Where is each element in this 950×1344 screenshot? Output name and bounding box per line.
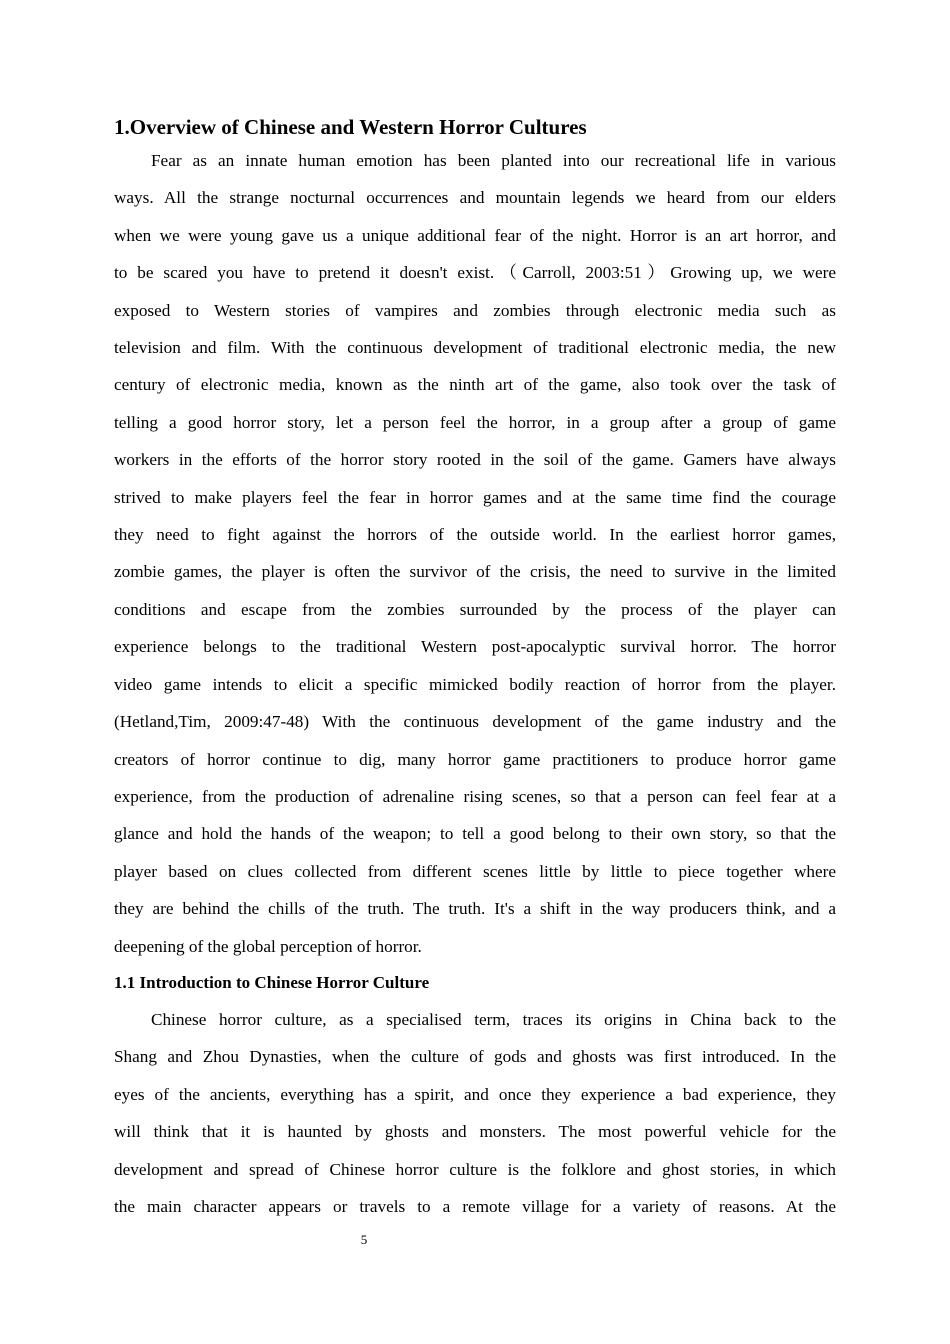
paragraph-line: experience, from the production of adrenaline rising scenes, so that a person can feel fear at a <box>114 786 836 806</box>
paragraph-line: when we were young gave us a unique additional fear of the night. Horror is an art horror, and <box>114 225 836 245</box>
paragraph-line: they need to fight against the horrors of the outside world. In the earliest horror games, <box>114 525 836 545</box>
paragraph-line: eyes of the ancients, everything has a spirit, and once they experience a bad experience, they <box>114 1084 836 1104</box>
paragraph-line: television and film. With the continuous development of traditional electronic media, the new <box>114 338 836 358</box>
paragraph-line: Chinese horror culture, as a specialised term, traces its origins in China back to the <box>151 1009 836 1029</box>
paragraph-line: Shang and Zhou Dynasties, when the culture of gods and ghosts was first introduced. In the <box>114 1047 836 1067</box>
paragraph-line: conditions and escape from the zombies surrounded by the process of the player can <box>114 599 836 619</box>
paragraph-line: zombie games, the player is often the survivor of the crisis, the need to survive in the limited <box>114 562 836 582</box>
paragraph-line: strived to make players feel the fear in horror games and at the same time find the courage <box>114 487 836 507</box>
paragraph-line: will think that it is haunted by ghosts and monsters. The most powerful vehicle for the <box>114 1122 836 1142</box>
paragraph-line: they are behind the chills of the truth. The truth. It's a shift in the way producers think, and a <box>114 899 836 919</box>
paragraph-line: (Hetland,Tim, 2009:47-48) With the continuous development of the game industry and the <box>114 712 836 732</box>
paragraph-line: to be scared you have to pretend it doesn't exist.（Carroll, 2003:51）Growing up, we were <box>114 263 836 283</box>
paragraph-line: Fear as an innate human emotion has been planted into our recreational life in various <box>151 151 836 170</box>
paragraph-line: development and spread of Chinese horror culture is the folklore and ghost stories, in which <box>114 1159 836 1179</box>
paragraph-line: telling a good horror story, let a person feel the horror, in a group after a group of game <box>114 412 836 432</box>
section-paragraph <box>114 142 836 965</box>
subsection-paragraph <box>114 1001 836 1225</box>
paragraph-line: exposed to Western stories of vampires and zombies through electronic media such as <box>114 300 836 320</box>
paragraph-line: creators of horror continue to dig, many horror game practitioners to produce horror game <box>114 749 836 769</box>
subsection-heading: 1.1 Introduction to Chinese Horror Culture <box>114 972 430 992</box>
paragraph-line: glance and hold the hands of the weapon; to tell a good belong to their own story, so that the <box>114 824 836 844</box>
paragraph-line: experience belongs to the traditional Western post-apocalyptic survival horror. The horror <box>114 637 836 657</box>
paragraph-line: video game intends to elicit a specific mimicked bodily reaction of horror from the player. <box>114 674 836 694</box>
page-number: 5 <box>360 1232 368 1247</box>
page-content <box>114 110 836 1225</box>
paragraph-line: player based on clues collected from different scenes little by little to piece together where <box>114 861 836 881</box>
paragraph-line: ways. All the strange nocturnal occurrences and mountain legends we heard from our elders <box>114 188 836 208</box>
paragraph-line: deepening of the global perception of horror. <box>114 936 422 956</box>
section-heading: 1.Overview of Chinese and Western Horror Cultures <box>114 115 587 139</box>
paragraph-line: century of electronic media, known as the ninth art of the game, also took over the task of <box>114 375 836 395</box>
paragraph-line: the main character appears or travels to a remote village for a variety of reasons. At the <box>114 1196 836 1216</box>
paragraph-line: workers in the efforts of the horror story rooted in the soil of the game. Gamers have always <box>114 450 836 470</box>
